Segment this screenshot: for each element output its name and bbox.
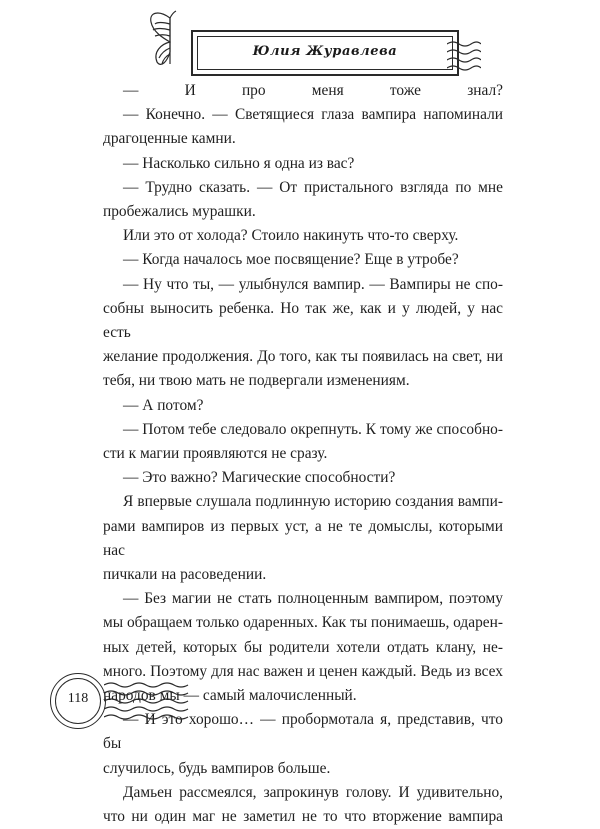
page-number-badge	[44, 669, 194, 735]
running-header	[145, 8, 475, 78]
paragraph: народов мы — самый малочисленный.	[103, 687, 357, 705]
author-stamp-frame	[191, 30, 459, 76]
paragraph: пробежались мурашки.	[103, 203, 256, 221]
paragraph: рами вампиров из первых уст, а не те домыслы, которыми нас	[103, 517, 503, 559]
postmark-waves-icon	[104, 679, 194, 723]
paragraph: — И это хорошо… — пробормотала я, представив, что бы	[103, 711, 503, 753]
paragraph: — Трудно сказать. — От пристального взгляда по мне	[123, 178, 503, 196]
page-number: 118	[67, 691, 89, 706]
paragraph: собны выносить ребенка. Но так же, как и у людей, у нас есть	[103, 299, 503, 342]
paragraph: — А потом?	[123, 396, 204, 414]
paragraph: желание продолжения. До того, как ты появилась на свет, ни	[103, 348, 503, 366]
paragraph: — И про меня тоже знал?	[123, 82, 503, 99]
author-name: Юлия Журавлева	[252, 44, 398, 59]
paragraph: пичкали на расоведении.	[103, 566, 267, 584]
paragraph: сти к магии проявляются не сразу.	[103, 445, 328, 463]
postmark-waves-icon	[447, 38, 481, 74]
butterfly-icon	[145, 8, 195, 74]
paragraph: Я впервые слушала подлинную историю создания вампи-	[123, 493, 503, 511]
paragraph: тебя, ни твою мать не подвергали изменениям.	[103, 372, 410, 390]
paragraph: — Без магии не стать полноценным вампиром, поэтому	[123, 590, 503, 608]
paragraph: — Когда началось мое посвящение? Еще в утробе?	[123, 251, 459, 269]
paragraph: — Потом тебе следовало окрепнуть. К тому же способно-	[123, 420, 503, 438]
paragraph: — Ну что ты, — улыбнулся вампир. — Вампиры не спо-	[123, 275, 503, 293]
paragraph: ных детей, которых бы родители хотели отдать клану, не-	[103, 638, 503, 656]
paragraph: — Насколько сильно я одна из вас?	[123, 154, 355, 172]
paragraph: что ни один маг не заметил не то что вторжение вампира	[103, 808, 503, 826]
paragraph: Или это от холода? Стоило накинуть что-то сверху.	[123, 227, 459, 245]
paragraph: — Конечно. — Светящиеся глаза вампира напоминали	[123, 106, 503, 124]
paragraph: много. Поэтому для нас важен и ценен каждый. Ведь из всех	[103, 662, 503, 680]
paragraph: случилось, будь вампиров больше.	[103, 759, 331, 777]
paragraph: драгоценные камни.	[103, 130, 236, 148]
paragraph: Дамьен рассмеялся, запрокинув голову. И удивительно,	[123, 783, 503, 801]
paragraph: мы обращаем только одаренных. Как ты понимаешь, одарен-	[103, 614, 503, 632]
paragraph: — Это важно? Магические способности?	[123, 469, 396, 487]
